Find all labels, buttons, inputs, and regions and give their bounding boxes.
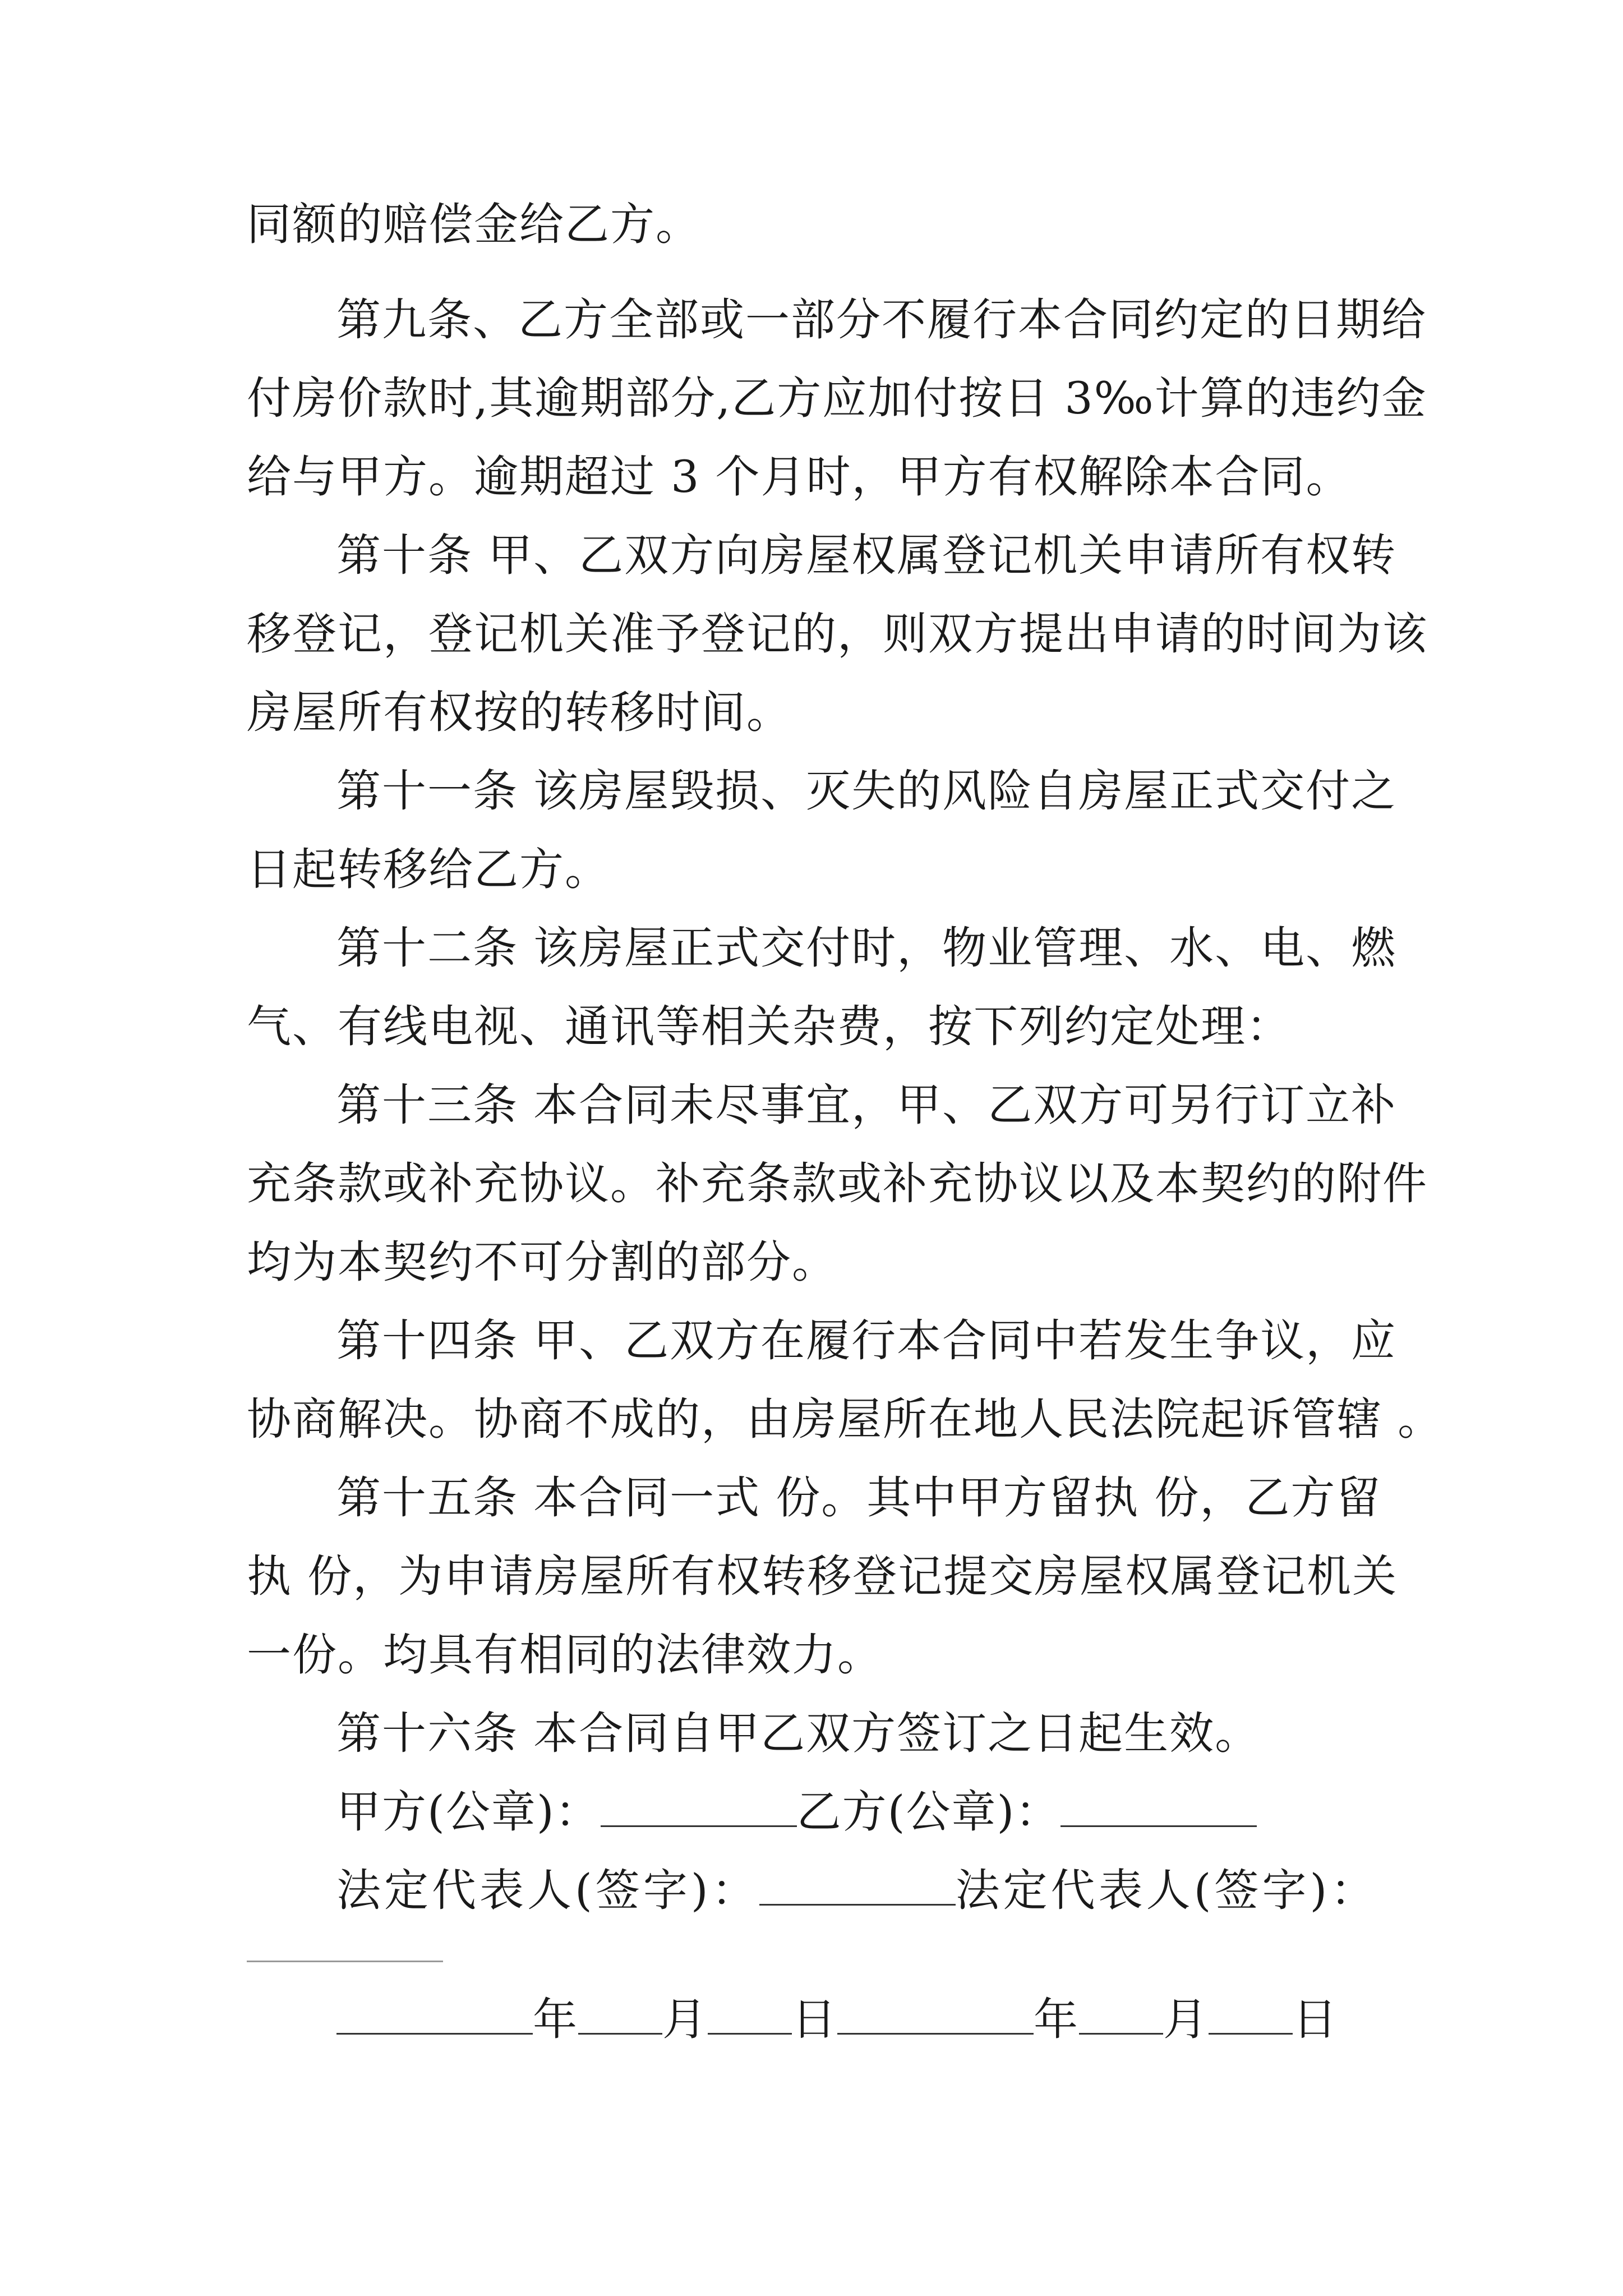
footnote-divider bbox=[247, 1961, 443, 1962]
month-a-blank[interactable] bbox=[578, 1994, 662, 2035]
year-b-blank[interactable] bbox=[837, 1994, 1034, 2035]
paragraph-line: 第十四条 甲、乙双方在履行本合同中若发生争议，应 bbox=[336, 1315, 1397, 1366]
document-page bbox=[247, 0, 1444, 2296]
year-a-blank[interactable] bbox=[336, 1994, 533, 2035]
month-b-label: 月 bbox=[1163, 1994, 1209, 2045]
paragraph-line: 付房价款时,其逾期部分,乙方应加付按日 3‰计算的违约金 bbox=[247, 372, 1427, 424]
rep-a-label: 法定代表人(签字)： bbox=[336, 1865, 759, 1916]
paragraph-line: 日起转移给乙方。 bbox=[247, 844, 610, 895]
representative-signature-line bbox=[336, 1851, 1378, 1930]
paragraph-line: 给与甲方。逾期超过 3 个月时，甲方有权解除本合同。 bbox=[247, 451, 1352, 503]
paragraph-line: 执 份，为申请房屋所有权转移登记提交房屋权属登记机关 bbox=[247, 1550, 1398, 1602]
rep-b-label: 法定代表人(签字)： bbox=[955, 1865, 1378, 1916]
paragraph-line: 第十六条 本合同自甲乙双方签订之日起生效。 bbox=[336, 1708, 1261, 1759]
paragraph-line: 第九条、乙方全部或一部分不履行本合同约定的日期给 bbox=[336, 294, 1427, 346]
paragraph-line: 移登记，登记机关准予登记的，则双方提出申请的时间为该 bbox=[247, 608, 1428, 660]
rep-a-blank[interactable] bbox=[759, 1865, 956, 1906]
party-b-seal-blank[interactable] bbox=[1061, 1786, 1257, 1827]
paragraph-line: 第十二条 该房屋正式交付时，物业管理、水、电、燃 bbox=[336, 922, 1397, 974]
paragraph-line: 房屋所有权按的转移时间。 bbox=[247, 687, 792, 738]
month-a-label: 月 bbox=[662, 1994, 708, 2045]
paragraph-line: 第十三条 本合同未尽事宜，甲、乙双方可另行订立补 bbox=[336, 1079, 1397, 1131]
party-a-seal-label: 甲方(公章)： bbox=[336, 1786, 601, 1838]
paragraph-line: 充条款或补充协议。补充条款或补充协议以及本契约的附件 bbox=[247, 1158, 1428, 1209]
paragraph-line: 一份。均具有相同的法律效力。 bbox=[247, 1629, 883, 1681]
paragraph-line: 第十一条 该房屋毁损、灭失的风险自房屋正式交付之 bbox=[336, 765, 1397, 817]
party-a-seal-blank[interactable] bbox=[601, 1786, 797, 1827]
day-b-blank[interactable] bbox=[1209, 1994, 1293, 2035]
month-b-blank[interactable] bbox=[1079, 1994, 1163, 2035]
paragraph-line: 均为本契约不可分割的部分。 bbox=[247, 1236, 837, 1288]
seal-signature-line bbox=[336, 1773, 1257, 1851]
paragraph-line: 第十条 甲、乙双方向房屋权属登记机关申请所有权转 bbox=[336, 530, 1397, 581]
paragraph-line: 气、有线电视、通讯等相关杂费，按下列约定处理： bbox=[247, 1001, 1292, 1052]
paragraph-line: 协商解决。协商不成的，由房屋所在地人民法院起诉管辖 。 bbox=[247, 1393, 1444, 1445]
party-b-seal-label: 乙方(公章)： bbox=[796, 1786, 1061, 1838]
paragraph-line: 同额的赔偿金给乙方。 bbox=[247, 199, 701, 250]
year-b-label: 年 bbox=[1034, 1994, 1079, 2045]
day-a-label: 日 bbox=[792, 1994, 837, 2045]
day-a-blank[interactable] bbox=[708, 1994, 792, 2035]
date-line bbox=[336, 1980, 1338, 2059]
day-b-label: 日 bbox=[1293, 1994, 1338, 2045]
year-a-label: 年 bbox=[533, 1994, 578, 2045]
paragraph-line: 第十五条 本合同一式 份。其中甲方留执 份，乙方留 bbox=[336, 1472, 1382, 1524]
